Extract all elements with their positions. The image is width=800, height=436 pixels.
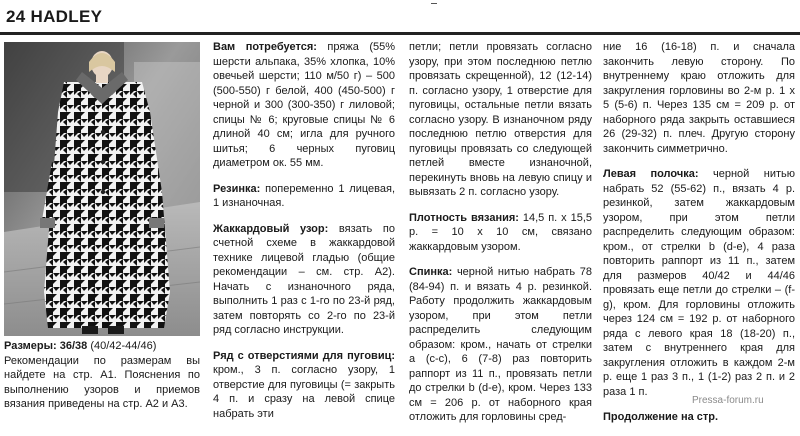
watermark: Pressa-forum.ru <box>689 395 767 406</box>
continuation-note: Продолжение на стр. <box>603 411 719 423</box>
column-1 <box>213 40 395 432</box>
materials-text: пряжа (55% шерсти альпака, 35% хлопка, 10% овечьей шерсти; 110 м/50 г) – 500 (500-550) г белой, 400 (450-500) г черной и 300 (300-350) г лиловой; спицы № 6; круговые спицы № 6 длиной 40 см; игла для ручного шитья; 6 черных пуговиц диаметром ок. 55 мм. <box>213 41 395 169</box>
title-rule <box>0 32 800 35</box>
materials-heading: Вам потребуется: <box>213 41 317 53</box>
gauge-text: 14,5 п. х 15,5 р. = 10 х 10 см, связано жаккардовым узором. <box>409 211 592 253</box>
gauge-paragraph <box>409 211 592 255</box>
column-sizes <box>4 339 200 412</box>
top-mark <box>431 0 437 4</box>
buttonholes-text: кром., 3 п. согласно узору, 1 отверстие для пуговицы (= закрыть 4 п. и сразу на левой спице набрать эти <box>213 364 395 420</box>
sizes-note: Рекомендации по размерам вы найдете на стр. А1. Пояснения по выполнению узоров и приемов вязания приведены на стр. А2 и А3. <box>4 354 200 410</box>
rib-heading: Резинка: <box>213 182 261 195</box>
page-header <box>0 0 800 36</box>
rib-text: попеременно 1 лицевая, 1 изнаночная. <box>213 182 395 209</box>
jacquard-heading: Жаккардовый узор: <box>213 222 329 235</box>
left-front-paragraph <box>603 167 795 399</box>
pattern-title: 24 HADLEY <box>6 7 103 26</box>
back-heading: Спинка: <box>409 266 453 278</box>
column-3 <box>603 40 795 436</box>
left-front-text: черной нитью набрать 52 (55-62) п., вязать 4 р. резинкой, затем жаккардовым узором, при этом петли распределить следующим образом: кром., от стрелки b (d-e), 4 раза повторить раппорт из 11 п., затем для размеров 40/42 и 44/46 провязать еще петли до стрелки – (f-g), кром. Для горловины отложить через 124 см = 192 р. от наборного ряда с левого края 18 (18-20) п., затем с внутреннего края для закругления отложить в каждом 2-м р. еще 1 раз 3 п., 1 (1-2) раз 2 п. и 2 раза 1 п. <box>603 168 795 398</box>
left-front-heading: Левая полочка: <box>603 168 699 180</box>
jacquard-text: вязать по счетной схеме в жаккардовой технике лицевой гладью (общие рекомендации – см. стр. А2). Начать с изнаночного ряда, выполнить 1 раз с 1-го по 23-й ряд, затем повторять со 2-го по 23-й ряд согласно инструкции. <box>213 222 395 336</box>
model-photo <box>4 42 200 336</box>
column-2 <box>409 40 592 436</box>
sizes-values: (40/42-44/46) <box>87 340 157 352</box>
sizes-paragraph <box>4 339 200 354</box>
back-text: черной нитью набрать 78 (84-94) п. и вязать 4 р. резинкой. Работу продолжить жаккардовым узором, при этом петли распределить следующим образом: кром., начать от стрелки a (c-c), 6 (7-8) раз повторить раппорт из 11 п., провязать петли до стрелки b (d-e), кром. Через 133 см = 206 р. от наборного края отложить для горловины сред- <box>409 266 592 423</box>
buttonholes-continued: петли; петли провязать согласно узору, при этом последнюю петлю провязать скрещенной), 12 (12-14) п. согласно узору, 1 отверстие для пуговицы, остальные петли вязать согласно узору. В изнаночном ряду последнюю петлю отверстия для пуговицы провязать со следующей петлей вместе изнаночной, перекинуть вновь на левую спицу и вывязать 2 п. согласно узору. <box>409 41 592 198</box>
back-paragraph <box>409 265 592 425</box>
jacquard-paragraph <box>213 222 395 338</box>
gauge-heading: Плотность вязания: <box>409 211 519 224</box>
buttonholes-heading: Ряд с отверстиями для пуговиц: <box>213 349 395 362</box>
materials-paragraph <box>213 40 395 171</box>
buttonholes-paragraph <box>213 349 395 422</box>
sizes-label: Размеры: 36/38 <box>4 340 88 352</box>
model-photo-drawing <box>4 42 200 336</box>
back-continued: ние 16 (16-18) п. и сначала закончить левую сторону. По внутреннему краю отложить для закругления горловины во 2-м р. 1 х 5 (5-6) п. Через 135 см = 209 р. от наборного ряда закрыть оставшиеся 26 (29-32) п. плеч. Другую сторону закончить симметрично. <box>603 41 795 155</box>
rib-paragraph <box>213 182 395 211</box>
